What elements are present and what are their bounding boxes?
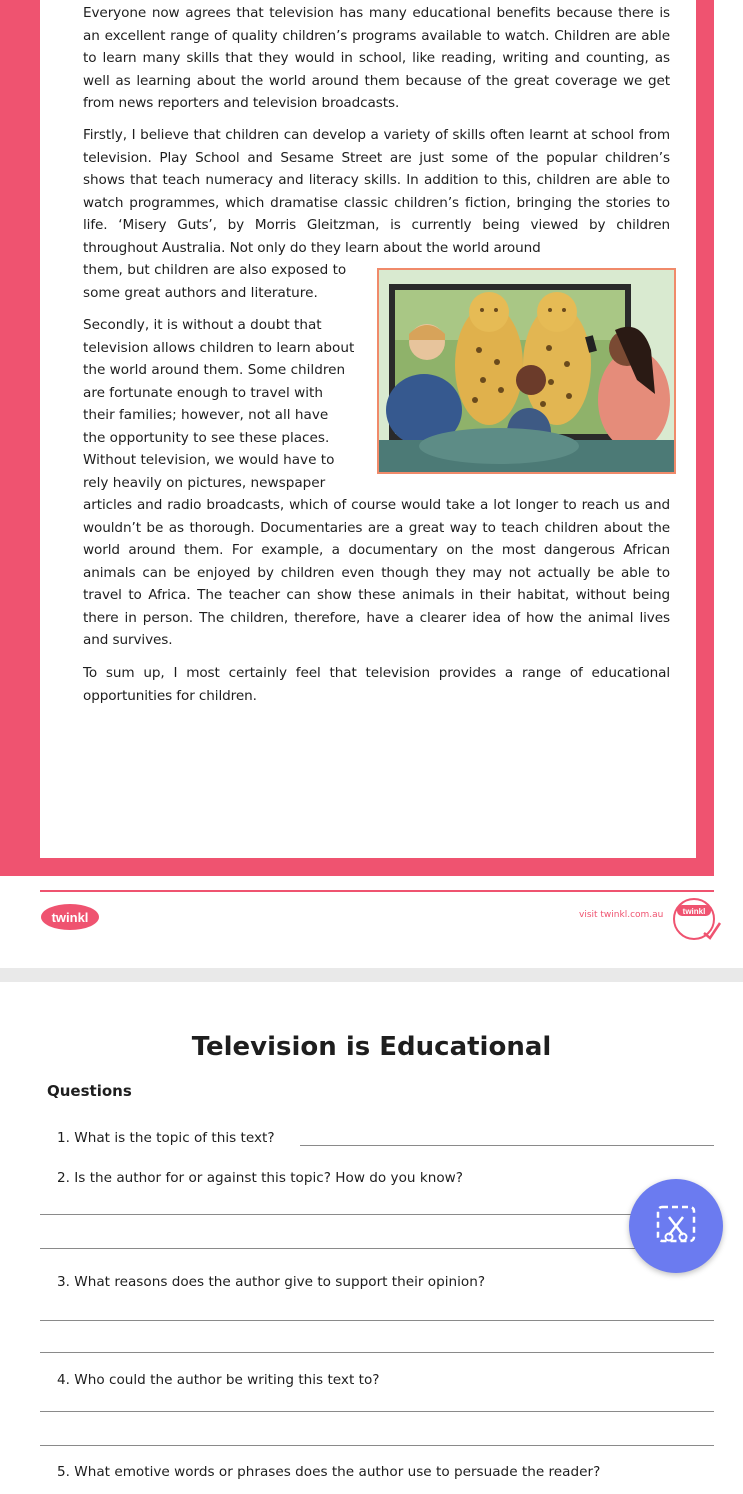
family-watching-tv-illustration <box>377 268 676 474</box>
paragraph-secondly-line: their families; however, not all have <box>83 407 329 423</box>
page-border-left <box>0 0 40 876</box>
questions-heading: Questions <box>47 1082 132 1100</box>
twinkl-logo <box>40 903 100 931</box>
paragraph-secondly-line: rely heavily on pictures, newspaper <box>83 475 326 491</box>
quality-badge-icon <box>672 897 724 943</box>
paragraph-secondly-line: the opportunity to see these places. <box>83 430 330 446</box>
paragraph-secondly-line: are fortunate enough to travel with <box>83 385 323 401</box>
badge-text: twinkl <box>682 907 706 916</box>
question-3: 3. What reasons does the author give to support their opinion? <box>57 1274 486 1290</box>
page-border-bottom <box>40 858 714 876</box>
question-1: 1. What is the topic of this text? <box>57 1130 275 1146</box>
answer-line[interactable] <box>40 1352 714 1353</box>
paragraph-secondly-line: television allows children to learn about <box>83 340 355 356</box>
paragraph-secondly-line: Without television, we would have to <box>83 452 335 468</box>
screenshot-capture-button[interactable] <box>629 1179 723 1273</box>
paragraph-firstly-line: them, but children are also exposed to <box>83 262 347 278</box>
scissors-icon <box>629 1179 723 1273</box>
paragraph-firstly-line: some great authors and literature. <box>83 285 318 301</box>
answer-line[interactable] <box>40 1214 714 1215</box>
question-4: 4. Who could the author be writing this text to? <box>57 1372 380 1388</box>
answer-line[interactable] <box>300 1145 714 1146</box>
footer-divider <box>40 890 714 892</box>
question-2: 2. Is the author for or against this topic? How do you know? <box>57 1170 463 1186</box>
answer-line[interactable] <box>40 1248 714 1249</box>
tv-scene-image <box>379 270 674 472</box>
answer-line[interactable] <box>40 1445 714 1446</box>
logo-text: twinkl <box>51 910 89 925</box>
answer-line[interactable] <box>40 1411 714 1412</box>
paragraph-firstly: Firstly, I believe that children can develop a variety of skills often learnt at school from television. Play School and Sesame Street are just some of the popular children’s shows that teach numeracy and literacy skills. In addition to this, children are able to watch programmes, which dramatise classic children’s fiction, bringing the stories to life. ‘Misery Guts’, by Morris Gleitzman, is currently being viewed by children throughout Australia. Not only do they learn about the world around <box>83 127 670 256</box>
page-border-right <box>696 0 714 876</box>
page-title: Television is Educational <box>191 1032 552 1062</box>
paragraph-secondly-rest: articles and radio broadcasts, which of course would take a lot longer to reach us and wouldn’t be as thorough. Documentaries are a great way to teach children about the world around them. For example, a documentary on the most dangerous African animals can be enjoyed by children even though they may not actually be able to travel to Africa. The teacher can show these animals in their habitat, without being there in person. The children, therefore, have a clearer idea of how the animal lives and survives. <box>83 497 670 648</box>
visit-website-link[interactable]: visit twinkl.com.au <box>579 910 664 920</box>
paragraph-conclusion: To sum up, I most certainly feel that television provides a range of educational opportunities for children. <box>83 665 670 704</box>
answer-line[interactable] <box>40 1320 714 1321</box>
question-5: 5. What emotive words or phrases does the author use to persuade the reader? <box>57 1464 601 1480</box>
paragraph-secondly-line: Secondly, it is without a doubt that <box>83 317 322 333</box>
paragraph-secondly-line: the world around them. Some children <box>83 362 346 378</box>
paragraph-intro: Everyone now agrees that television has many educational benefits because there is an excellent range of quality children’s programs available to watch. Children are able to learn many skills that they would in school, like reading, writing and counting, as well as learning about the world around them because of the great coverage we get from news reporters and television broadcasts. <box>83 5 670 111</box>
